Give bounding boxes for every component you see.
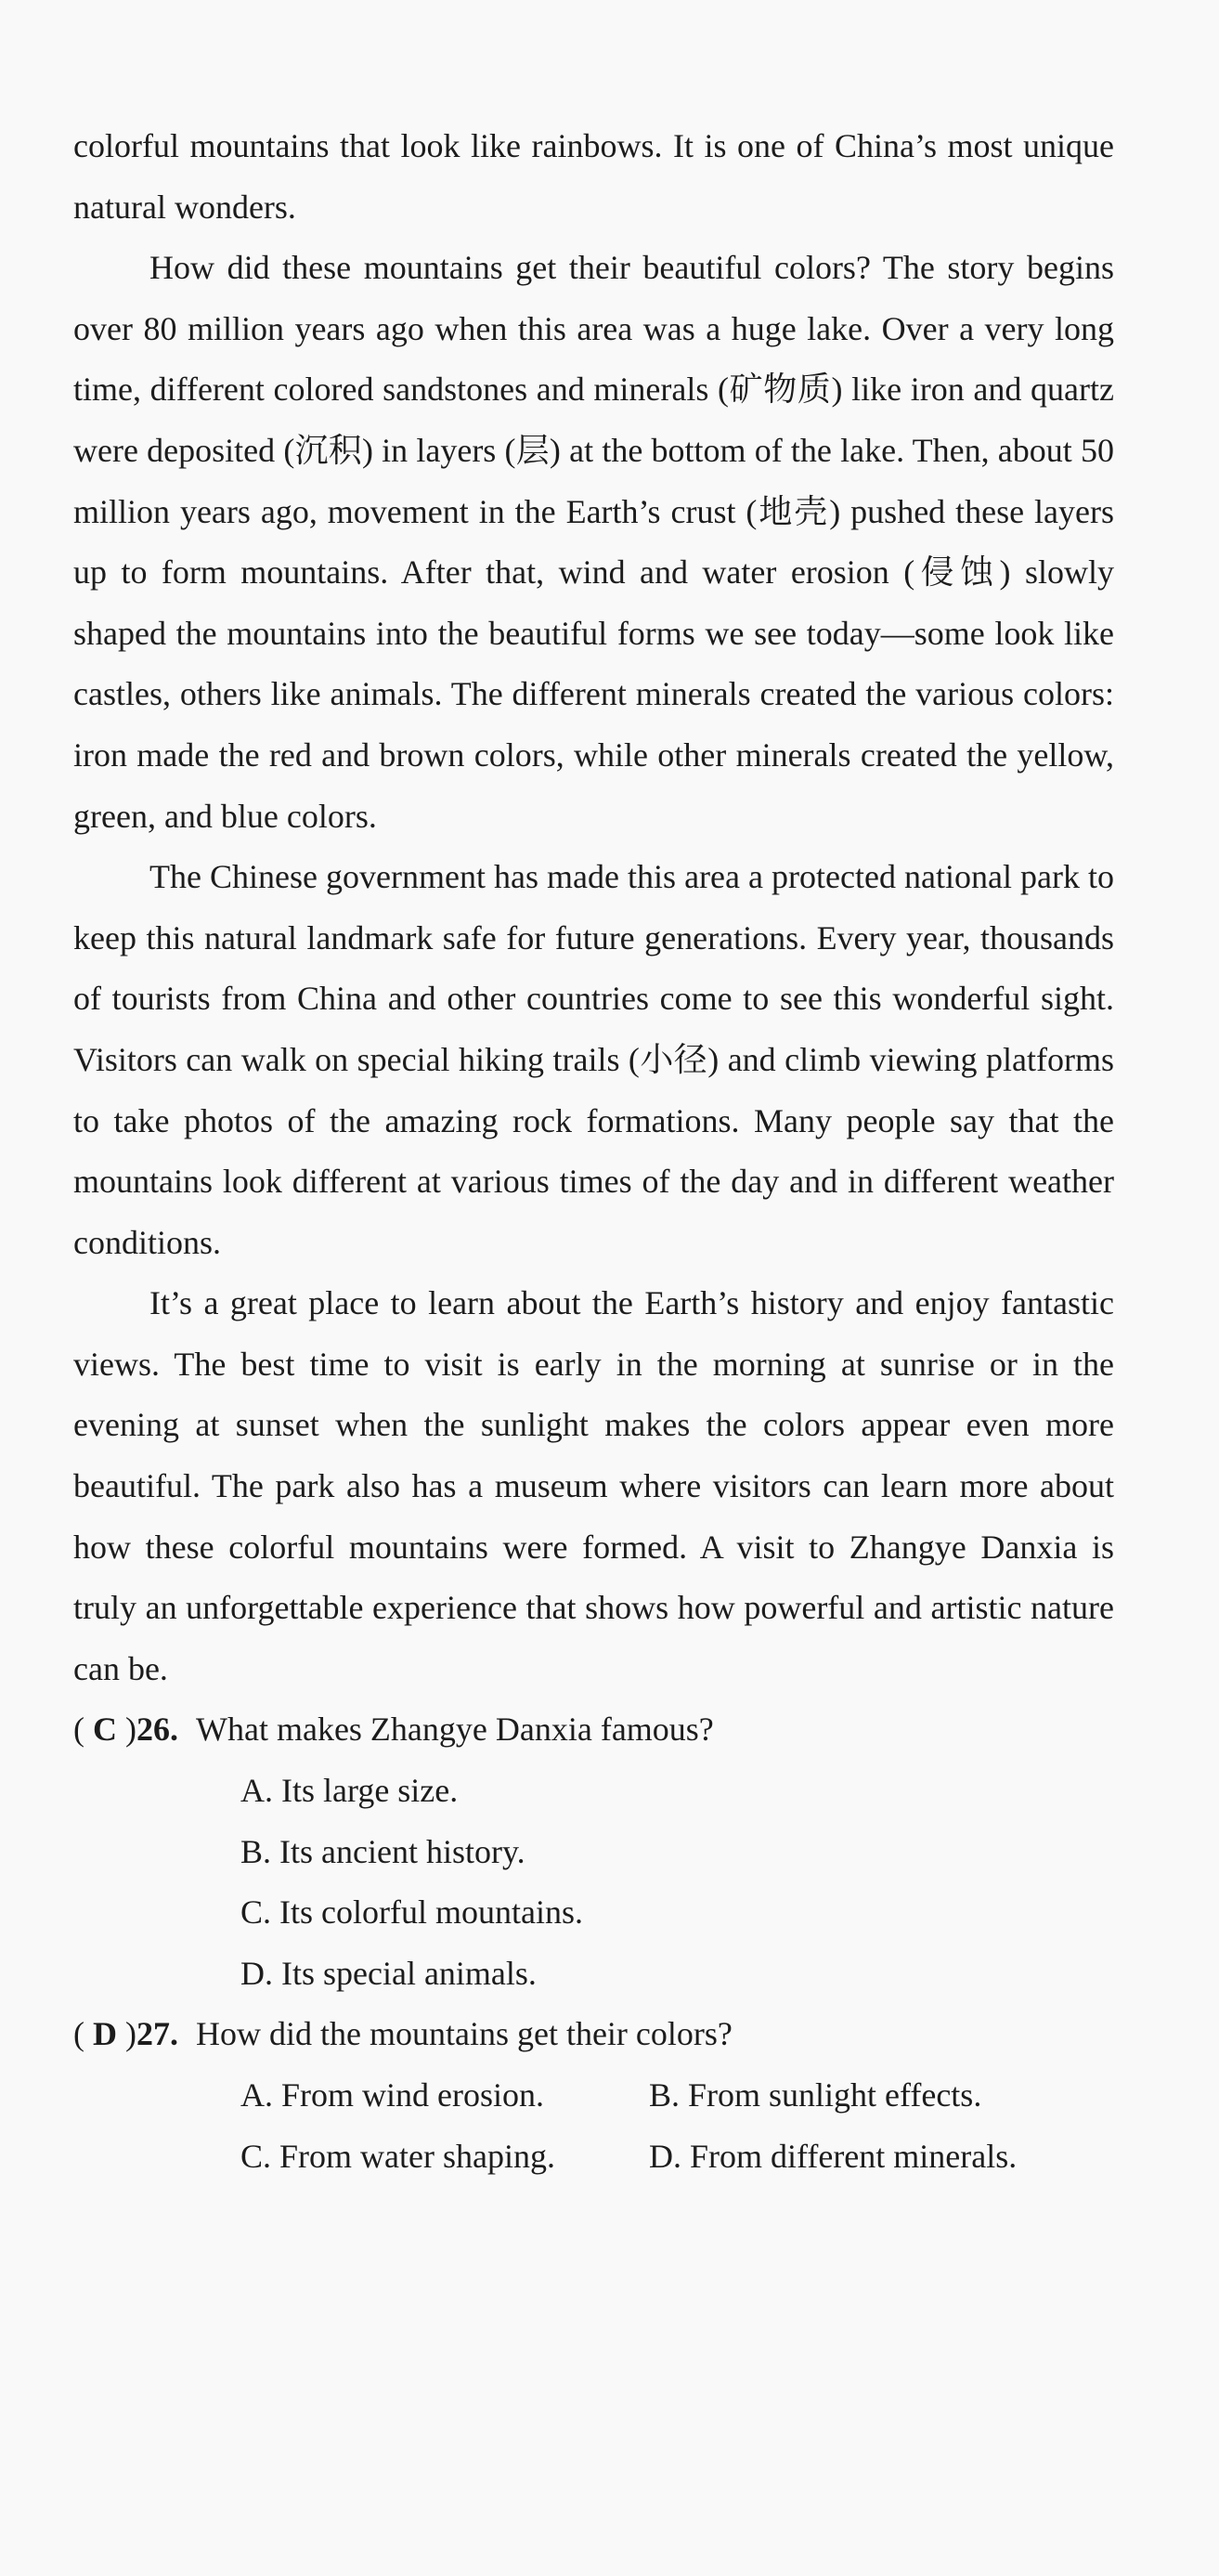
option-b: B. Its ancient history. (240, 1832, 525, 1870)
answer-bracket (73, 1699, 196, 1761)
passage-paragraph-4: It’s a great place to learn about the Earth’s history and enjoy fantastic views. The best time to visit is early in the morning at sunrise or in the evening at sunset when the sunlight makes the colors appear even more beautiful. The park also has a museum where visitors can learn more about how these colorful mountains were formed. A visit to Zhangye Danxia is truly an unforgettable experience that shows how powerful and artistic nature can be. (73, 1284, 1114, 1687)
reading-passage (73, 116, 1114, 1699)
option-d: D. Its special animals. (240, 1954, 537, 1992)
passage-paragraph-3: The Chinese government has made this area a protected national park to keep this natural landmark safe for future generations. Every year, thousands of tourists from China and other countries come to see this wonderful sight. Visitors can walk on special hiking trails (小径) and climb viewing platforms to take photos of the amazing rock formations. Many people say that the mountains look different at various times of the day and in different weather conditions. (73, 858, 1114, 1261)
question-number: 26. (136, 1711, 178, 1749)
passage-paragraph-1: colorful mountains that look like rainbows. It is one of China’s most unique natural wonders. (73, 127, 1114, 226)
question-26 (73, 1699, 1114, 2004)
option-d: D. From different minerals. (649, 2137, 1018, 2175)
option-a: A. From wind erosion. (240, 2076, 544, 2114)
question-number: 27. (136, 2015, 178, 2053)
close-bracket: ) (125, 1711, 136, 1749)
option-c: C. From water shaping. (240, 2137, 555, 2175)
answer-bracket (73, 2004, 196, 2065)
option-c: C. Its colorful mountains. (240, 1893, 583, 1932)
open-bracket: ( (73, 1711, 84, 1749)
question-stem-line (73, 2004, 1114, 2065)
open-bracket: ( (73, 2015, 84, 2053)
question-options (73, 2065, 1114, 2187)
option-row (240, 2065, 1114, 2127)
option-b: B. From sunlight effects. (649, 2076, 982, 2114)
option-row (240, 2127, 1114, 2188)
passage-paragraph-2: How did these mountains get their beautiful colors? The story begins over 80 million years ago when this area was a huge lake. Over a very long time, different colored sandstones and minerals (矿物质) like iron and quartz were deposited (沉积) in layers (层) at the bottom of the lake. Then, about 50 million years ago, movement in the Earth’s crust (地壳) pushed these layers up to form mountains. After that, wind and water erosion (侵蚀) slowly shaped the mountains into the beautiful forms we see today—some look like castles, others like animals. The different minerals created the various colors: iron made the red and brown colors, while other minerals created the yellow, green, and blue colors. (73, 249, 1114, 835)
question-stem: How did the mountains get their colors? (196, 2015, 733, 2053)
question-options (73, 1761, 1114, 2004)
question-stem: What makes Zhangye Danxia famous? (196, 1711, 714, 1749)
option-a: A. Its large size. (240, 1772, 459, 1810)
close-bracket: ) (125, 2015, 136, 2053)
question-27 (73, 2004, 1114, 2187)
answer-letter: C (93, 1711, 117, 1749)
question-stem-line (73, 1699, 1114, 1761)
answer-letter: D (93, 2015, 117, 2053)
